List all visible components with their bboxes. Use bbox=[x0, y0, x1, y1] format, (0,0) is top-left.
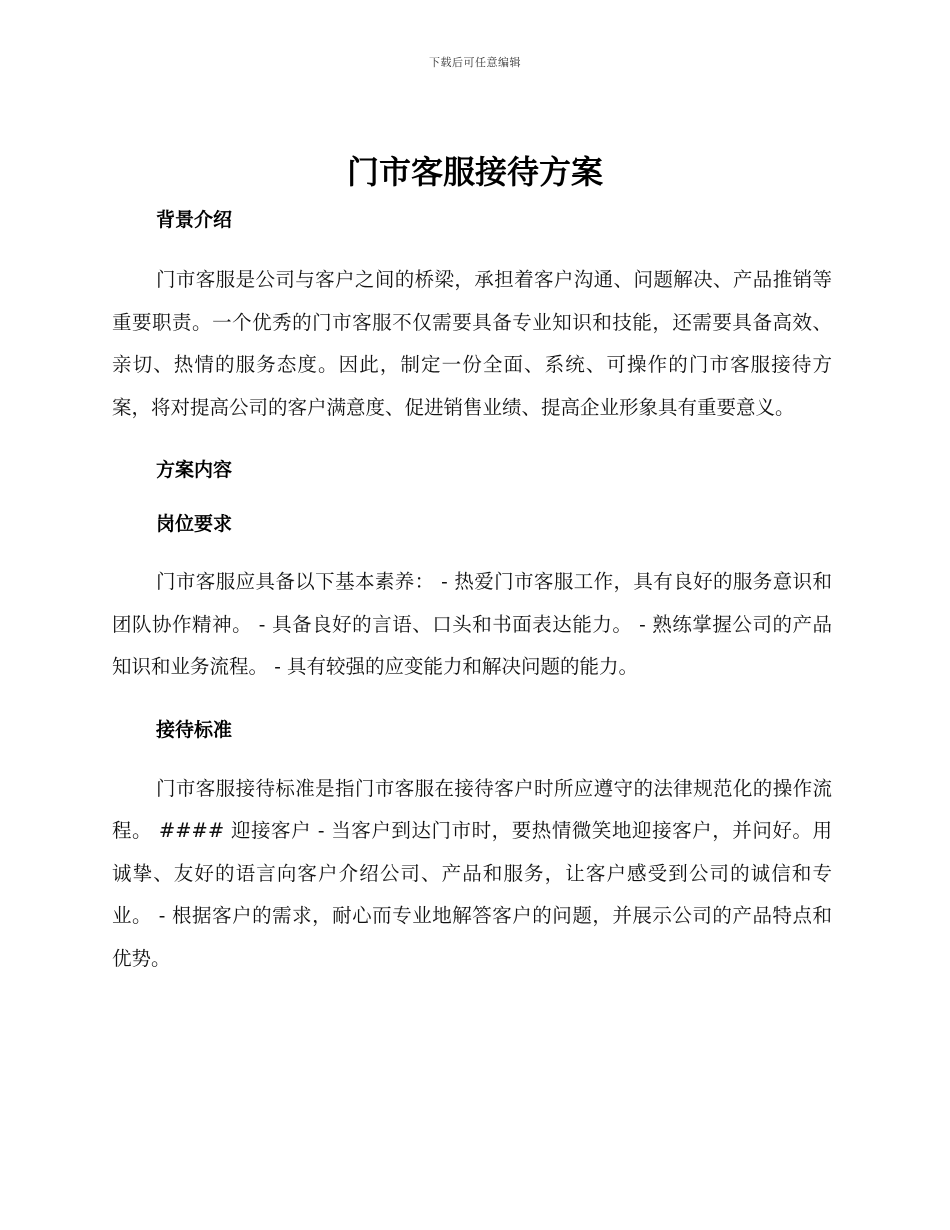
section-heading-plan: 方案内容 bbox=[156, 459, 233, 481]
paragraph-background: 门市客服是公司与客户之间的桥梁，承担着客户沟通、问题解决、产品推销等重要职责。一个优秀的门市客服不仅需要具备专业知识和技能，还需要具备高效、亲切、热情的服务态度。因此，制定一份全面、系统、可操作的门市客服接待方案，将对提高公司的客户满意度、促进销售业绩、提高企业形象具有重要意义。 bbox=[112, 268, 832, 419]
document-title: 门市客服接待方案 bbox=[346, 153, 603, 191]
section-heading-background: 背景介绍 bbox=[156, 209, 233, 231]
header-note: 下载后可任意编辑 bbox=[429, 56, 521, 69]
paragraph-post-requirements: 门市客服应具备以下基本素养： - 热爱门市客服工作，具有良好的服务意识和团队协作精神。 - 具备良好的言语、口头和书面表达能力。 - 熟练掌握公司的产品知识和业务流程。 - 具有较强的应变能力和解决问题的能力。 bbox=[112, 570, 832, 678]
document-body bbox=[112, 200, 832, 980]
section-heading-reception-standard: 接待标准 bbox=[156, 718, 233, 741]
section-heading-post-requirements: 岗位要求 bbox=[156, 513, 233, 535]
paragraph-reception-standard: 门市客服接待标准是指门市客服在接待客户时所应遵守的法律规范化的操作流程。 #### 迎接客户 - 当客户到达门市时，要热情微笑地迎接客户，并问好。用诚挚、友好的语言向客户介绍公司、产品和服务，让客户感受到公司的诚信和专业。 - 根据客户的需求，耐心而专业地解答客户的问题，并展示公司的产品特点和优势。 bbox=[112, 776, 832, 970]
